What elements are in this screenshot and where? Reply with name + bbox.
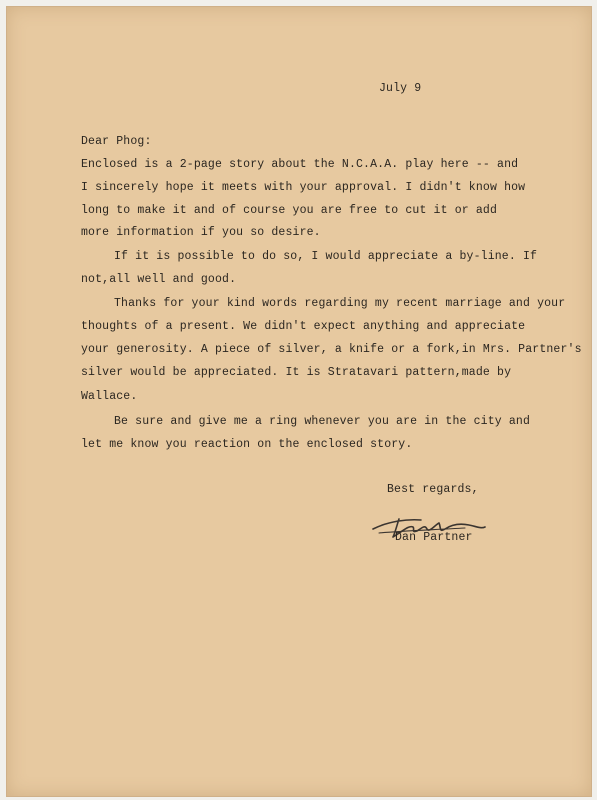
letter-date: July 9 <box>379 82 422 95</box>
body-line: If it is possible to do so, I would appreciate a by-line. If <box>114 250 538 263</box>
body-line: Wallace. <box>81 390 138 403</box>
body-line: long to make it and of course you are free to cut it or add <box>81 204 498 217</box>
body-line: thoughts of a present. We didn't expect anything and appreciate <box>81 320 526 333</box>
body-line: Thanks for your kind words regarding my recent marriage and your <box>114 297 566 310</box>
body-line: let me know you reaction on the enclosed story. <box>81 438 413 451</box>
letter-page <box>6 6 592 797</box>
body-line: Be sure and give me a ring whenever you are in the city and <box>114 415 531 428</box>
closing: Best regards, <box>387 483 479 496</box>
signature-name: Dan Partner <box>395 531 473 544</box>
body-line: not,all well and good. <box>81 273 237 286</box>
body-line: more information if you so desire. <box>81 226 321 239</box>
body-line: I sincerely hope it meets with your approval. I didn't know how <box>81 181 526 194</box>
body-line: Enclosed is a 2-page story about the N.C.A.A. play here -- and <box>81 158 519 171</box>
salutation: Dear Phog: <box>81 135 152 148</box>
body-line: silver would be appreciated. It is Stratavari pattern,made by <box>81 366 512 379</box>
body-line: your generosity. A piece of silver, a knife or a fork,in Mrs. Partner's <box>81 343 582 356</box>
